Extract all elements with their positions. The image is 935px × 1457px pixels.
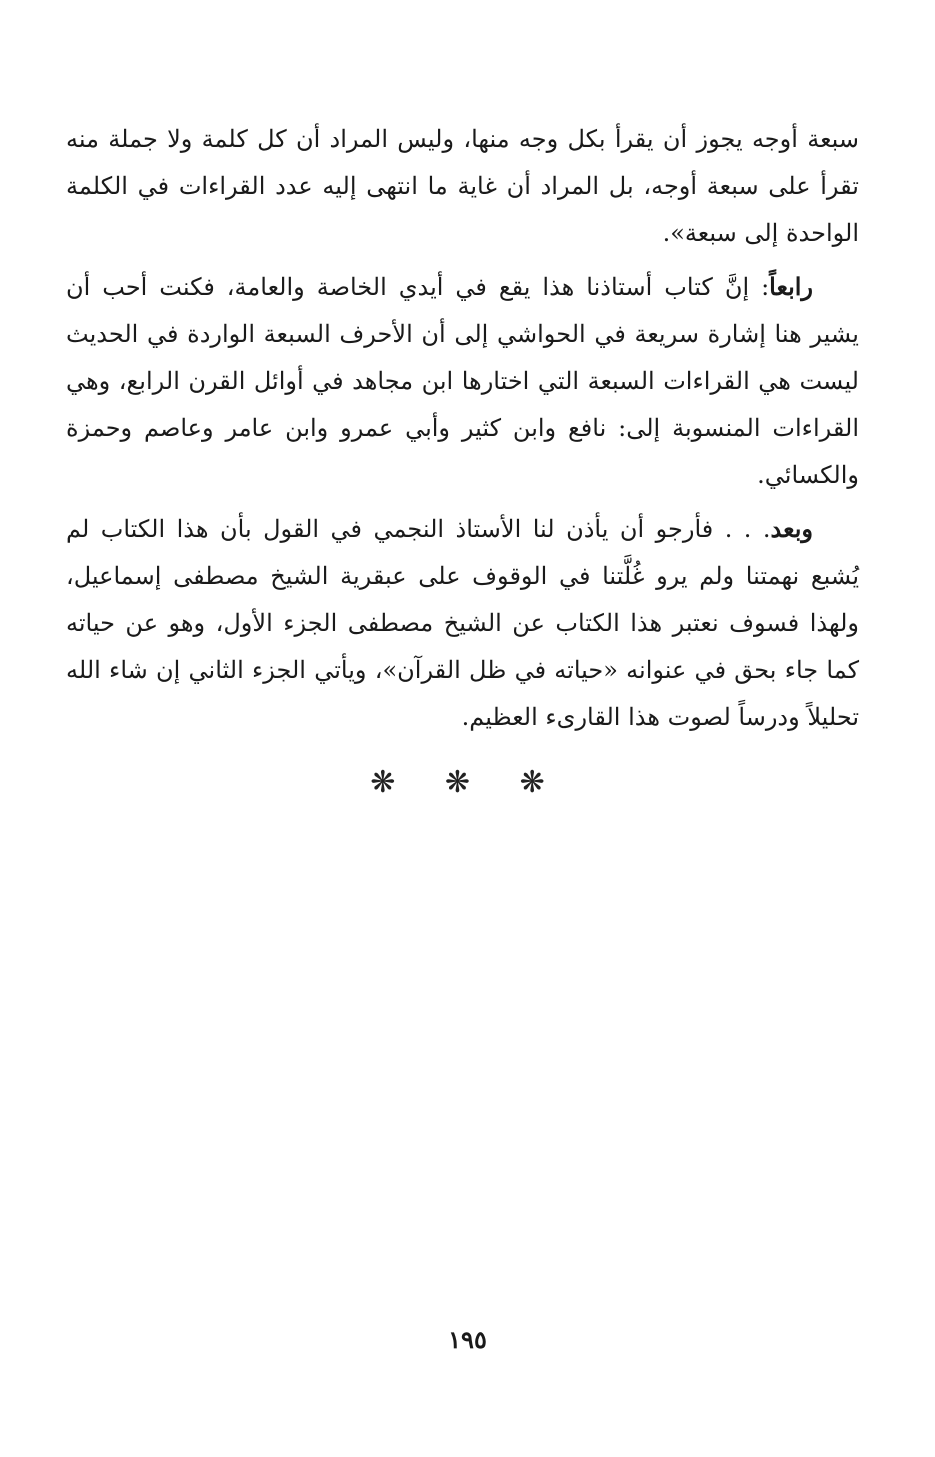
- paragraph-text: . . . فأرجو أن يأذن لنا الأستاذ النجمي في القول بأن هذا الكتاب لم يُشبع نهمتنا ولم يرو غُلَّتنا في الوقوف على عبقرية الشيخ مصطفى إسماعيل، ولهذا فسوف نعتبر هذا الكتاب عن الشيخ مصطفى الجزء الأول، وهو عن حياته كما جاء بحق في عنوانه «حياته في ظل القرآن»، ويأتي الجزء الثاني إن شاء الله تحليلاً ودرساً لصوت هذا القارىء العظيم.: [66, 515, 859, 731]
- paragraph-lead-word: وبعد: [770, 514, 813, 543]
- paragraph-text: سبعة أوجه يجوز أن يقرأ بكل وجه منها، وليس المراد أن كل كلمة ولا جملة منه تقرأ على سبعة أوجه، بل المراد أن غاية ما انتهى إليه عدد القراءات في الكلمة الواحدة إلى سبعة».: [66, 125, 859, 247]
- section-separator: ❋ ❋ ❋: [370, 765, 565, 800]
- page-number: ١٩٥: [448, 1325, 487, 1354]
- body-text: [66, 116, 859, 747]
- paragraph-lead-word: رابعاً: [769, 272, 813, 301]
- paragraph-continued: [66, 116, 859, 257]
- paragraph-fourthly: [66, 263, 859, 499]
- paragraph-text: : إنَّ كتاب أستاذنا هذا يقع في أيدي الخاصة والعامة، فكنت أحب أن يشير هنا إشارة سريعة في الحواشي إلى أن الأحرف السبعة الواردة في الحديث ليست هي القراءات السبعة التي اختارها ابن مجاهد في أوائل القرن الرابع، وهي القراءات المنسوبة إلى: نافع وابن كثير وأبي عمرو وابن عامر وعاصم وحمزة والكسائي.: [66, 273, 859, 489]
- paragraph-conclusion: [66, 505, 859, 741]
